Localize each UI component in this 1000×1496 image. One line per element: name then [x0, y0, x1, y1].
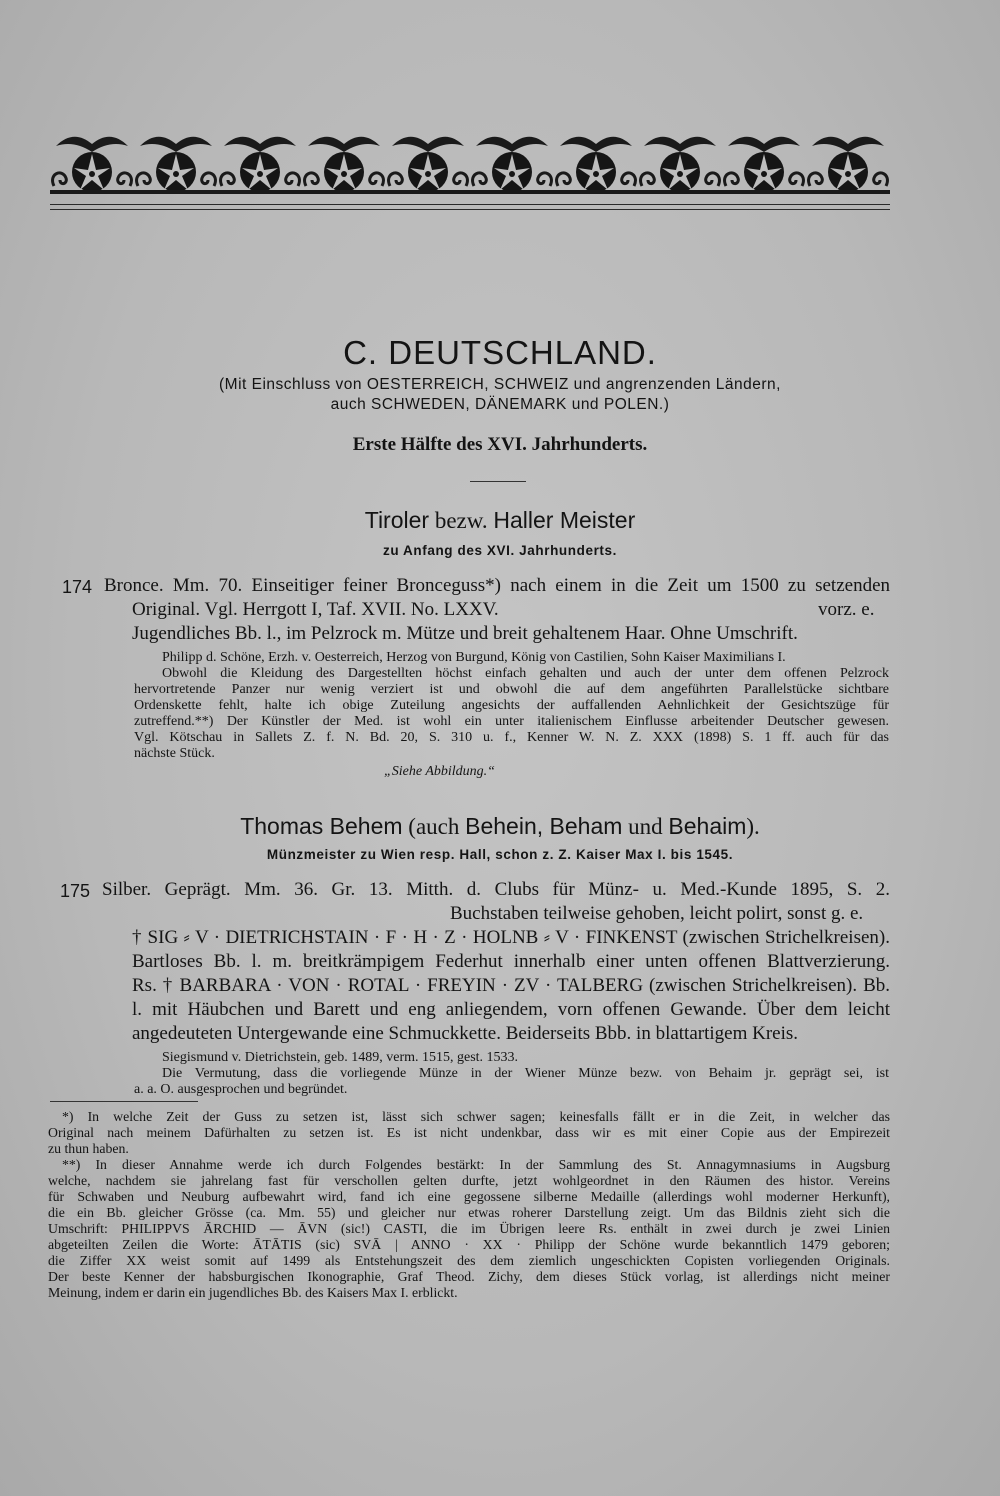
- footnote-2-line-7-text: die Ziffer XX weist somit auf 1499 als Entstehungszeit des dem ziemlich ungeschickten Copisten vorliegenden Originals.: [48, 1253, 890, 1268]
- entry-175-line-6: [132, 999, 890, 1021]
- entry-175-note-2-text: Die Vermutung, dass die vorliegende Münze in der Wiener Münze bezw. von Behaim jr. geprägt sei, ist: [162, 1066, 889, 1081]
- footnote-2-line-6: [48, 1237, 890, 1253]
- footnote-2-line-4-text: die ein Bb. gleicher Grösse (ca. Mm. 55) und gleicher nur etwas roherer Darstellung zeigt. Um das Bildnis zieht sich die: [48, 1205, 890, 1220]
- entry-174-line-1: [104, 575, 890, 597]
- entry-number-174: 174: [62, 577, 93, 597]
- footnote-2-line-7: [48, 1253, 890, 1269]
- entry-175-note-2: [162, 1066, 889, 1082]
- entry-174-note-5: [134, 714, 889, 730]
- entry-175-line-1: [102, 879, 890, 901]
- entry-175-note-3: a. a. O. ausgesprochen und begründet.: [134, 1082, 348, 1097]
- entry-175-line-6-text: l. mit Häubchen und Barett und eng anliegendem, vorn offenen Gewande. Über dem leicht: [132, 999, 890, 1020]
- heading-name-a: Tiroler: [364, 507, 430, 533]
- entry-174-line-2: Original. Vgl. Herrgott I, Taf. XVII. No. LXXV.: [132, 599, 499, 620]
- footnote-2-line-9: Meinung, indem er darin ein jugendliches Bb. des Kaisers Max I. erblickt.: [48, 1285, 458, 1300]
- heading-behem-d: und: [622, 814, 669, 839]
- footnote-2-line-5-text: Umschrift: PHILIPPVS ĀRCHID — ĀVN (sic!) CASTI, die im Übrigen leere Rs. enthält in zwei durch je zwei Linien: [48, 1221, 890, 1236]
- entry-174-note-4: [134, 698, 889, 714]
- entry-175-note-1: Siegismund v. Dietrichstein, geb. 1489, verm. 1515, gest. 1533.: [162, 1050, 519, 1065]
- footnote-1-line-3: zu thun haben.: [48, 1141, 129, 1156]
- footnote-1-line-2-text: Original nach meinem Dafürhalten zu setzen ist. Es ist nicht undenkbar, dass wir es mit einer Copie aus der Empirezeit: [48, 1125, 890, 1140]
- entry-174-note-3: [134, 682, 889, 698]
- section-heading-tiroler: [0, 507, 1000, 534]
- section-subheading-tiroler: zu Anfang des XVI. Jahrhunderts.: [383, 543, 617, 558]
- entry-175-line-3: [132, 927, 890, 949]
- footnote-2-line-2: [48, 1173, 890, 1189]
- section-heading-behem: [0, 813, 1000, 840]
- entry-174-note-1: Philipp d. Schöne, Erzh. v. Oesterreich, Herzog von Burgund, König von Castilien, Sohn Kaiser Maximilians I.: [162, 650, 786, 665]
- footnote-2-line-8-text: Der beste Kenner der habsburgischen Ikonographie, Graf Theod. Zichy, dem dieses Stück vorlag, ist allerdings nicht meiner: [48, 1269, 890, 1284]
- entry-174-note-3-text: hervortretende Panzer nur wenig verziert ist und obwohl die auf dem angeführten Parallelstücke sichtbare: [134, 682, 889, 697]
- heading-conj: bezw.: [429, 508, 494, 533]
- entry-174-note-4-text: Ordenskette fehlt, halte ich obige Zuteilung angesichts der auffallenden Aehnlichkeit der Gesichtszüge für: [134, 698, 889, 713]
- footnote-2-line-1-text: **) In dieser Annahme werde ich durch Folgendes bestärkt: In der Sammlung des St. Annagymnasiums in Augsburg: [62, 1157, 890, 1172]
- entry-174-note-6: [134, 730, 889, 746]
- heading-behem-e: Behaim: [668, 813, 747, 839]
- footnote-1-line-2: [48, 1125, 890, 1141]
- footnote-2-line-5: [48, 1221, 890, 1237]
- entry-175-line-5-text: Rs. † BARBARA · VON · ROTAL · FREYIN · ZV · TALBERG (zwischen Strichelkreisen). Bb.: [132, 975, 890, 996]
- header-rule-top: [50, 204, 890, 205]
- entry-175-line-4: [132, 951, 890, 973]
- subtitle-line-1: (Mit Einschluss von OESTERREICH, SCHWEIZ und angrenzenden Ländern,: [219, 376, 781, 393]
- footnote-2-line-3-text: für Schwaben und Neuburg aufbewahrt wird, fand ich eine gegossene silberne Medaille (allerdings wohl moderner Herkunft),: [48, 1189, 890, 1204]
- entry-174-line-3: Jugendliches Bb. l., im Pelzrock m. Mütze und breit gehaltenem Haar. Ohne Umschrift.: [132, 623, 798, 644]
- entry-175-line-3-text: † SIG ⸗ V · DIETRICHSTAIN · F · H · Z · HOLNB ⸗ V · FINKENST (zwischen Strichelkreisen).: [132, 927, 890, 948]
- entry-174-note-2-text: Obwohl die Kleidung des Dargestellten höchst einfach gehalten und auch der unter dem offenen Pelzrock: [162, 666, 889, 681]
- entry-174-note-6-text: Vgl. Kötschau in Sallets Z. f. N. Bd. 20, S. 310 u. f., Kenner W. N. Z. XXX (1898) S. 1 ff. auch für das: [134, 730, 889, 745]
- entry-174-note-5-text: zutreffend.**) Der Künstler der Med. ist wohl ein unter italienischem Einflusse arbeitender Deutscher gewesen.: [134, 714, 889, 729]
- footnote-1-line-1: [62, 1109, 890, 1125]
- entry-174-condition: vorz. e.: [818, 599, 875, 620]
- short-divider: [470, 481, 526, 482]
- entry-174-figure-ref: „Siehe Abbildung.“: [384, 764, 495, 779]
- heading-behem-c: Behein, Beham: [465, 813, 623, 839]
- entry-175-line-5: [132, 975, 890, 997]
- entry-175-line-7: angedeuteten Untergewande eine Schmuckkette. Beiderseits Bbb. in blattartigem Kreis.: [132, 1023, 799, 1044]
- heading-behem-a: Thomas Behem: [240, 813, 403, 839]
- heading-behem-f: ).: [746, 814, 760, 839]
- entry-174-note-7: nächste Stück.: [134, 746, 215, 761]
- footnote-2-line-8: [48, 1269, 890, 1285]
- footnote-1-line-1-text: *) In welche Zeit der Guss zu setzen ist, lässt sich schwer sagen; keinesfalls fällt er in die Zeit, in welcher das: [62, 1109, 890, 1124]
- period-heading: Erste Hälfte des XVI. Jahrhunderts.: [352, 434, 648, 455]
- footnote-2-line-1: [62, 1157, 890, 1173]
- entry-174-note-2: [162, 666, 889, 682]
- entry-175-line-2: Buchstaben teilweise gehoben, leicht polirt, sonst g. e.: [450, 903, 864, 924]
- entry-174-line-1-text: Bronce. Mm. 70. Einseitiger feiner Bronceguss*) nach einem in die Zeit um 1500 zu setzenden: [104, 575, 890, 596]
- heading-behem-b: (auch: [402, 814, 466, 839]
- section-subheading-behem: Münzmeister zu Wien resp. Hall, schon z. Z. Kaiser Max I. bis 1545.: [266, 847, 734, 862]
- footnote-2-line-2-text: welche, nachdem sie jahrelang fast für verschollen gelten durfte, jetzt wohlgeordnet in den Räumen des histor. Vereins: [48, 1173, 890, 1188]
- footnote-2-line-4: [48, 1205, 890, 1221]
- entry-number-175: 175: [60, 881, 91, 901]
- footnote-2-line-3: [48, 1189, 890, 1205]
- entry-175-line-1-text: Silber. Geprägt. Mm. 36. Gr. 13. Mitth. d. Clubs für Münz- u. Med.-Kunde 1895, S. 2.: [102, 879, 890, 900]
- subtitle-line-2: auch SCHWEDEN, DÄNEMARK und POLEN.): [330, 396, 670, 413]
- header-rule-bottom: [50, 209, 890, 210]
- heading-name-c: Haller Meister: [493, 507, 636, 533]
- entry-175-line-4-text: Bartloses Bb. l. m. breitkrämpigem Federhut innerhalb einer unten offenen Blattverzierung.: [132, 951, 890, 972]
- ornamental-header-border: [50, 128, 890, 200]
- footnote-rule: [50, 1101, 198, 1102]
- footnote-2-line-6-text: abgeteilten Zeilen die Worte: ĀTĀTIS (sic) SVĀ | ANNO · XX · Philipp der Schöne wurde bekanntlich 1479 geboren;: [48, 1237, 890, 1252]
- page-title: C. DEUTSCHLAND.: [343, 334, 657, 371]
